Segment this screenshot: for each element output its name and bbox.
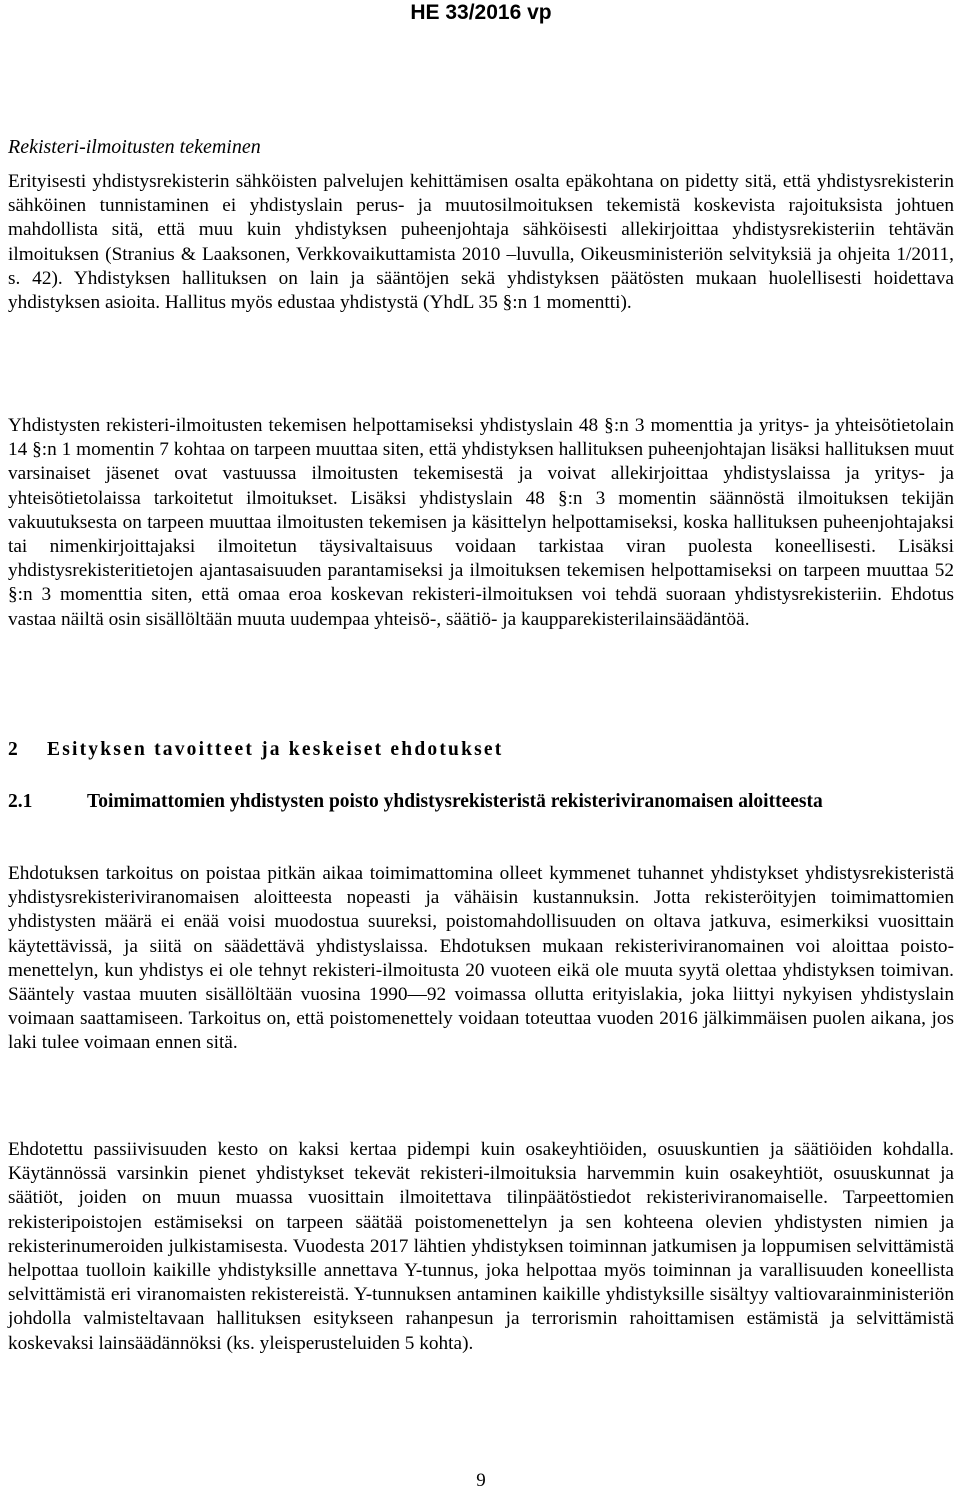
paragraph-removal-purpose: Ehdotuksen tarkoitus on poistaa pitkän aikaa toimimattomina olleet kymmenet tuhannet yhdistykset yhdistysrekisteristä yhdistysrekisteriviranomaisen aloitteesta nopeasti ja vähäisin kustannuksin. Jotta rekisteröityjen toimimattomien yhdistysten määrä ei enää voisi muodostua suureksi, poistomahdollisuuden on oltava jatkuva, esimerkiksi vuosittain käytettävissä, ja siitä on säädettävä yhdistyslaissa. Ehdotuksen mukaan rekisteriviranomainen voi aloittaa poistomenettelyn, kun yhdistys ei ole tehnyt rekisteri-ilmoitusta 20 vuoteen eikä ole muuta syytä olettaa yhdistyksen toimivan. Sääntely vastaa muuten sisällöltään vuosina 1990—92 voimassa ollutta erityislakia, joka liittyi nykyisen yhdistyslain voimaan saattamiseen. Tarkoitus on, että poistomenettely voidaan toteuttaa vuoden 2016 jälkimmäisen puolen aikana, jos laki tulee voimaan ennen sitä. bbox=[8, 863, 954, 1054]
paragraph-passivity-duration: Ehdotettu passiivisuuden kesto on kaksi kertaa pidempi kuin osakeyhtiöiden, osuuskuntien ja säätiöiden kohdalla. Käytännössä varsinkin pienet yhdistykset tekevät rekisteri-ilmoituksia harvemmin kuin osakeyhtiöt, osuuskunnat ja säätiöt, joiden on muun muassa vuosittain ilmoitettava tilinpäätöstiedot rekisteriviranomaiselle. Tarpeettomien rekisteripoistojen estämiseksi on tarpeen säätää poistomenettelyn ja sen kohteena olevien yhdistysten nimien ja rekisterinumeroiden julkistamisesta. Vuodesta 2017 lähtien yhdistyksen toiminnan jatkumisen ja loppumisen selvittämistä helpottaa tuolloin kaikille yhdistyksille annettava Y-tunnus, joka helpottaa myös toiminnan ja varallisuuden koneellista selvittämistä eri viranomaisten rekistereistä. Y-tunnuksen antaminen kaikille yhdistyksille sisältyy valtiovarainministeriön johdolla valmisteltavaan hallituksen esitykseen rahanpesun ja terrorismin rahoittamisen estämistä ja selvittämistä koskevaksi lainsäädännöksi (ks. yleisperusteluiden 5 kohta). bbox=[8, 1139, 954, 1354]
paragraph-registry-notifications: Yhdistysten rekisteri-ilmoitusten tekemisen helpottamiseksi yhdistyslain 48 §:n 3 momenttia ja yritys- ja yhteisötietolain 14 §:n 1 momentin 7 kohtaa on tarpeen muuttaa siten, että yhdistyksen hallituksen puheenjohtajan lisäksi hallituksen muut varsinaiset jäsenet ovat vastuussa ilmoitusten tekemisestä ja voivat allekirjoittaa yhdistyslaissa ja yritys- ja yhteisötietolaissa tarkoitetut ilmoitukset. Lisäksi yhdistyslain 48 §:n 3 momentin säännöstä ilmoituksen tekijän vakuutuksesta on tarpeen muuttaa ilmoitusten tekemisen ja käsittelyn helpottamiseksi, koska hallituksen puheenjohtajaksi tai nimenkirjoittajaksi ilmoitetun täysivaltaisuus voidaan tarkistaa viran puolesta koneellisesti. Lisäksi yhdistysrekisteritietojen ajantasaisuuden parantamiseksi ja ilmoituksen tekemisen helpottamiseksi on tarpeen muuttaa 52 §:n 3 momenttia siten, että omaa eroa koskevan rekisteri-ilmoituksen voi tehdä suoraan yhdistysrekisteriin. Ehdotus vastaa näiltä osin sisällöltään muuta uudempaa yhteisö-, säätiö- ja kaupparekisterilainsäädäntöä. bbox=[8, 415, 954, 630]
document-header: HE 33/2016 vp bbox=[410, 1, 552, 24]
chapter-number: 2 bbox=[8, 739, 18, 760]
subsection-number: 2.1 bbox=[8, 791, 33, 812]
chapter-heading bbox=[8, 738, 503, 762]
paragraph-registry-electronic: Erityisesti yhdistysrekisterin sähköisten palvelujen kehittämisen osalta epäkohtana on pidetty sitä, että yhdistysrekisterin sähköinen tunnistaminen ei yhdistyslain perus- ja muutosilmoituksen tekemistä koskevista rajoituksista johtuen mahdollista sitä, että muu kuin yhdistyksen puheenjohtaja sähköisesti allekirjoittaa yhdistysrekisteriin tehtävän ilmoituksen (Stranius & Laaksonen, Verkkovaikuttamista 2010 –luvulla, Oikeusministeriön selvityksiä ja ohjeita 1/2011, s. 42). Yhdistyksen hallituksen on lain ja sääntöjen sekä yhdistyksen päätösten mukaan huolellisesti hoidettava yhdistyksen asioita. Hallitus myös edustaa yhdistystä (YhdL 35 §:n 1 momentti). bbox=[8, 171, 954, 314]
subsection-title: Toimimattomien yhdistysten poisto yhdistysrekisteristä rekisteriviranomaisen aloitteesta bbox=[87, 791, 823, 812]
section-title: Rekisteri-ilmoitusten tekeminen bbox=[8, 136, 261, 158]
page-number: 9 bbox=[476, 1470, 486, 1491]
document-page bbox=[8, 0, 954, 1495]
subsection-heading bbox=[8, 790, 954, 815]
chapter-title: Esityksen tavoitteet ja keskeiset ehdotukset bbox=[47, 739, 504, 760]
